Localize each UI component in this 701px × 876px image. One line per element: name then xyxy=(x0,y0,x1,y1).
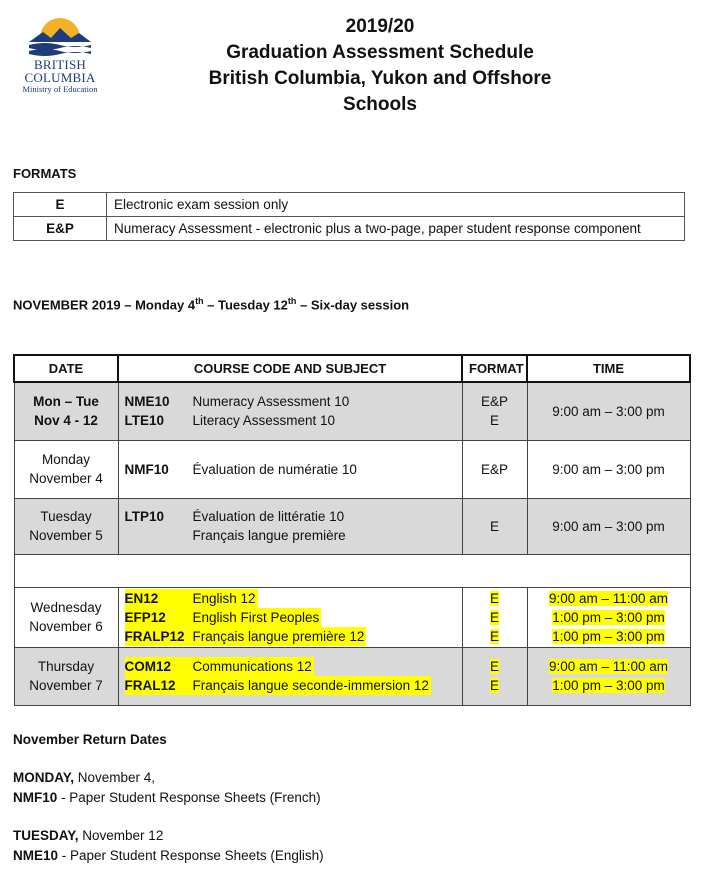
course-code: NMF10 xyxy=(124,461,169,477)
course-subject: Numeracy Assessment 10 xyxy=(192,394,350,410)
course-code: FRAL12 xyxy=(125,676,193,695)
title-line-1: 2019/20 xyxy=(345,16,415,37)
row-format: E&P xyxy=(462,440,527,498)
row-date xyxy=(14,498,118,554)
course-code: EN12 xyxy=(125,589,193,608)
schedule-row xyxy=(14,382,690,440)
course-code: NME10 xyxy=(124,394,170,410)
course-subject: Évaluation de numératie 10 xyxy=(192,461,357,477)
logo-text-british: BRITISH xyxy=(34,57,86,72)
row-courses xyxy=(118,498,462,554)
row-courses xyxy=(118,647,462,705)
session-text-3: – Six-day session xyxy=(296,297,410,313)
format-value: E&P xyxy=(480,394,508,410)
schedule-row xyxy=(14,647,690,705)
time-value: 1:00 pm – 3:00 pm xyxy=(552,678,665,693)
session-text-2: – Tuesday 12 xyxy=(203,297,288,313)
return-day: MONDAY, xyxy=(13,770,75,785)
return-date: November 4, xyxy=(74,770,156,785)
row-date xyxy=(14,587,118,647)
return-code: NME10 xyxy=(13,848,59,863)
format-value: E xyxy=(489,659,499,674)
row-courses xyxy=(118,382,462,440)
time-value: 9:00 am – 11:00 am xyxy=(548,659,669,674)
row-courses xyxy=(118,587,462,647)
format-code: E xyxy=(14,193,107,217)
row-date xyxy=(14,382,118,440)
row-courses xyxy=(118,440,462,498)
course-subject: Français langue première 12 xyxy=(192,628,365,644)
course-subject: English 12 xyxy=(192,590,256,606)
format-value: E xyxy=(489,413,499,429)
session-heading xyxy=(13,296,409,312)
course-code: EFP12 xyxy=(125,608,193,627)
course-code: LTE10 xyxy=(124,413,165,429)
title-line-2: Graduation Assessment Schedule xyxy=(226,42,534,63)
row-time: 9:00 am – 3:00 pm xyxy=(527,440,690,498)
course-subject: English First Peoples xyxy=(192,609,320,625)
row-format xyxy=(462,587,527,647)
return-line xyxy=(13,826,163,845)
date-line: Monday xyxy=(41,452,91,467)
bc-sun-mountain-icon xyxy=(25,12,95,58)
date-line: November 6 xyxy=(29,619,103,634)
bc-logo xyxy=(14,12,106,100)
header-date: DATE xyxy=(14,355,118,382)
logo-text-columbia: COLUMBIA xyxy=(24,70,96,85)
row-time xyxy=(527,587,690,647)
format-desc: Numeracy Assessment - electronic plus a two-page, paper student response component xyxy=(107,217,685,241)
date-line: Nov 4 - 12 xyxy=(34,413,98,429)
course-subject: Communications 12 xyxy=(192,659,312,674)
schedule-row xyxy=(14,440,690,498)
course-subject: Français langue seconde-immersion 12 xyxy=(192,678,429,693)
schedule-table xyxy=(13,354,691,706)
format-row xyxy=(14,217,685,241)
row-date xyxy=(14,440,118,498)
page-title xyxy=(150,14,610,118)
format-value: E xyxy=(489,678,499,693)
return-line xyxy=(13,788,321,807)
format-value: E xyxy=(489,628,499,644)
course-subject: Literacy Assessment 10 xyxy=(192,413,336,429)
format-code: E&P xyxy=(14,217,107,241)
session-text-1: NOVEMBER 2019 – Monday 4 xyxy=(13,297,196,313)
course-subject: Évaluation de littératie 10 xyxy=(192,509,345,524)
return-line xyxy=(13,846,324,865)
time-value: 1:00 pm – 3:00 pm xyxy=(552,628,665,644)
row-format: E xyxy=(462,498,527,554)
format-desc: Electronic exam session only xyxy=(107,193,685,217)
return-dates-heading: November Return Dates xyxy=(13,732,167,747)
date-line: November 5 xyxy=(29,528,103,543)
session-sup-1: th xyxy=(195,296,204,306)
header-format: FORMAT xyxy=(462,355,527,382)
time-value: 1:00 pm – 3:00 pm xyxy=(552,609,665,625)
logo-text-ministry: Ministry of Education xyxy=(22,84,98,94)
course-code: COM12 xyxy=(125,657,193,676)
return-line xyxy=(13,768,155,787)
format-value: E xyxy=(489,609,499,625)
return-date: November 12 xyxy=(78,828,164,843)
title-line-4: Schools xyxy=(343,94,417,115)
header-time: TIME xyxy=(527,355,690,382)
date-line: Thursday xyxy=(37,659,95,674)
row-format xyxy=(462,382,527,440)
row-date xyxy=(14,647,118,705)
row-time xyxy=(527,647,690,705)
course-subject: Français langue première xyxy=(192,528,346,543)
schedule-row xyxy=(14,498,690,554)
date-line: Wednesday xyxy=(30,600,102,615)
format-row xyxy=(14,193,685,217)
return-day: TUESDAY, xyxy=(13,828,79,843)
schedule-header-row xyxy=(14,355,690,382)
session-sup-2: th xyxy=(287,296,297,306)
time-value: 9:00 am – 11:00 am xyxy=(548,590,669,606)
date-line: Mon – Tue xyxy=(33,394,99,410)
row-time: 9:00 am – 3:00 pm xyxy=(527,498,690,554)
row-format xyxy=(462,647,527,705)
return-desc: - Paper Student Response Sheets (French) xyxy=(57,790,321,805)
date-line: Tuesday xyxy=(40,509,92,524)
return-code: NMF10 xyxy=(13,790,58,805)
date-line: November 4 xyxy=(29,471,103,486)
schedule-spacer-row xyxy=(14,554,690,587)
title-line-3: British Columbia, Yukon and Offshore xyxy=(208,68,552,89)
date-line: November 7 xyxy=(29,678,103,693)
course-code: FRALP12 xyxy=(125,627,193,646)
course-code: LTP10 xyxy=(124,509,165,524)
formats-heading: FORMATS xyxy=(13,166,77,181)
formats-table xyxy=(13,192,685,241)
format-value: E xyxy=(489,590,499,606)
schedule-row xyxy=(14,587,690,647)
header-course: COURSE CODE AND SUBJECT xyxy=(118,355,462,382)
row-time: 9:00 am – 3:00 pm xyxy=(527,382,690,440)
return-desc: - Paper Student Response Sheets (English) xyxy=(58,848,324,863)
